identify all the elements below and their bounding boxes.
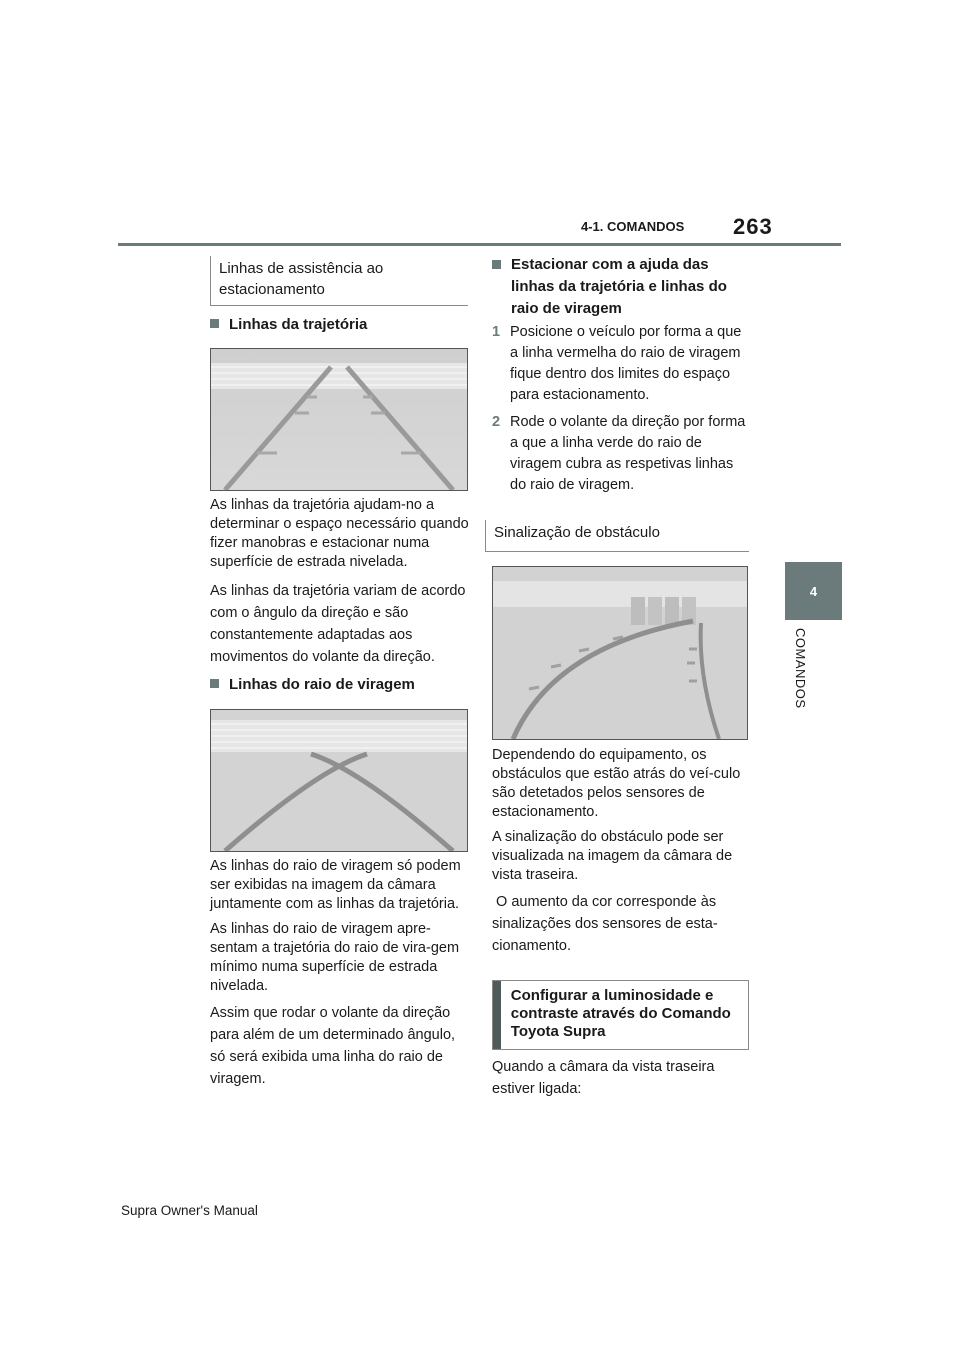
- chapter-title: 4-1. COMANDOS: [581, 219, 685, 234]
- turning-radius-text: [210, 857, 470, 1090]
- trajectory-text: [210, 496, 470, 668]
- obstacle-illustration: [493, 567, 747, 739]
- square-bullet-icon: [210, 319, 219, 328]
- paragraph: Quando a câmara da vista traseira estiver ligada:: [492, 1059, 715, 1097]
- subheading-trajectory: Linhas da trajetória: [210, 316, 367, 333]
- subheading-parking-help: Estacionar com a ajuda das linhas da trajetória e linhas do raio de viragem: [492, 254, 748, 320]
- section-accent-bar: [493, 981, 501, 1049]
- section-title: Sinalização de obstáculo: [494, 524, 660, 541]
- square-bullet-icon: [492, 260, 501, 269]
- trajectory-lines-image: [210, 348, 468, 491]
- paragraph: As linhas da trajetória variam de acordo com o ângulo da direção e são constantemente adaptadas aos movimentos do volante da direção.: [210, 583, 466, 665]
- paragraph: A sinalização do obstáculo pode ser visualizada na imagem da câmara de vista traseira.: [492, 829, 733, 883]
- header-rule: [118, 243, 841, 246]
- turning-radius-illustration: [211, 710, 467, 851]
- step-item: 1 Posicione o veículo por forma a que a linha vermelha do raio de viragem fique dentro dos limites do espaço para estacionamento.: [492, 324, 742, 403]
- section-brightness: [492, 980, 749, 1050]
- footer-text: Supra Owner's Manual: [121, 1203, 258, 1218]
- trajectory-illustration: [211, 349, 467, 490]
- paragraph: As linhas do raio de viragem apre-sentam a trajetória do raio de vira-gem mínimo numa superfície de estrada nivelada.: [210, 921, 460, 994]
- brightness-text: [492, 1056, 748, 1100]
- obstacle-image: [492, 566, 748, 740]
- step-item: 2 Rode o volante da direção por forma a que a linha verde do raio de viragem cubra as respetivas linhas do raio de viragem.: [492, 414, 746, 493]
- steps-list: [492, 322, 748, 496]
- section-title: Configurar a luminosidade e contraste através do Comando Toyota Supra: [510, 987, 731, 1040]
- paragraph: Assim que rodar o volante da direção para além de um determinado ângulo, só será exibida uma linha do raio de viragem.: [210, 1005, 456, 1087]
- page-number: 263: [733, 214, 773, 239]
- turning-radius-image: [210, 709, 468, 852]
- paragraph: Dependendo do equipamento, os obstáculos que estão atrás do veí-culo são detetados pelos sensores de estacionamento.: [492, 747, 741, 820]
- square-bullet-icon: [210, 679, 219, 688]
- paragraph: O aumento da cor corresponde às sinalizações dos sensores de esta-cionamento.: [492, 894, 721, 954]
- chapter-tab-label: COMANDOS: [793, 628, 808, 709]
- subheading-turning-radius: Linhas do raio de viragem: [210, 676, 415, 693]
- paragraph: As linhas da trajetória ajudam-no a determinar o espaço necessário quando fizer manobras e estacionar numa superfície de estrada nivelada.: [210, 497, 469, 570]
- chapter-tab: 4: [785, 562, 842, 620]
- section-parking-lines: [210, 256, 468, 306]
- section-obstacle: [485, 520, 749, 552]
- paragraph: As linhas do raio de viragem só podem ser exibidas na imagem da câmara juntamente com as linhas da trajetória.: [210, 858, 461, 912]
- obstacle-text: [492, 746, 748, 957]
- section-title: Linhas de assistência ao estacionamento: [219, 260, 384, 298]
